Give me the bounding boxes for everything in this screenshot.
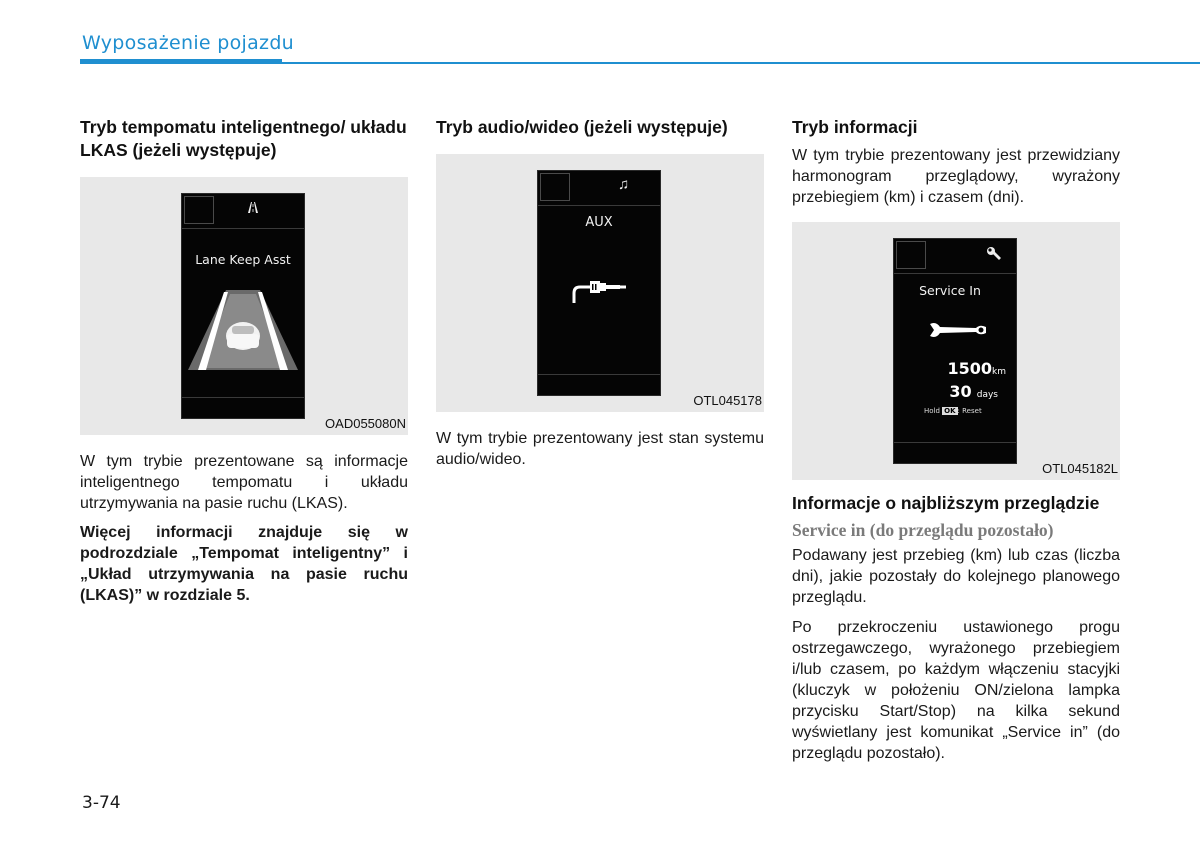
- days-unit: days: [976, 390, 998, 400]
- lkas-heading: Tryb tempomatu inteligentnego/ układu LKAS (jeżeli występuje): [80, 117, 407, 160]
- figure-code: OTL045178: [693, 393, 762, 408]
- audio-heading: Tryb audio/wideo (jeżeli występuje): [436, 117, 728, 137]
- screen-mode-box: [540, 173, 570, 201]
- figure-code: OAD055080N: [325, 416, 406, 431]
- audio-figure: [436, 154, 764, 412]
- next-service-heading: Informacje o najbliższym przeglądzie: [792, 493, 1100, 513]
- header-rule-accent: [80, 59, 282, 64]
- aux-label: AUX: [585, 215, 613, 230]
- service-wrench-icon: [928, 321, 988, 339]
- service-in-subheading: Service in (do przeglądu pozostało): [792, 520, 1054, 540]
- column-audio: [436, 116, 764, 470]
- screen-topbar: [538, 171, 660, 206]
- music-note-icon: ♫: [618, 176, 630, 193]
- ok-badge: OK: [944, 407, 956, 415]
- screen-bottom-bar: [538, 374, 660, 375]
- info-paragraph: W tym trybie prezentowany jest przewidziany harmonogram przeglądowy, wyrażony przebiegiem (km) i czasem (dni).: [792, 147, 1120, 206]
- lane-keep-label: Lane Keep Asst: [195, 252, 291, 267]
- header-rule: [282, 62, 1200, 64]
- column-lkas: [80, 116, 408, 606]
- service-paragraph-2: Po przekroczeniu ustawionego progu ostrzegawczego, wyrażonego przebiegiem i/lub czasem, po każdym włączeniu stacyjki (kluczyk w położeniu ON/zielona lampka przycisku Start/Stop) na kilka sekund wyświetlany jest komunikat „Service in” (do przeglądu pozostało).: [792, 619, 1120, 762]
- lane-car-illustration: [188, 290, 298, 370]
- days-value: 30: [949, 382, 972, 401]
- service-screen: [893, 238, 1017, 464]
- audio-paragraph: W tym trybie prezentowany jest stan systemu audio/wideo.: [436, 430, 764, 468]
- screen-mode-box: [184, 196, 214, 224]
- info-heading: Tryb informacji: [792, 117, 918, 137]
- screen-topbar: [894, 239, 1016, 274]
- service-figure: [792, 222, 1120, 480]
- screen-topbar: [182, 194, 304, 229]
- wrench-icon: [986, 246, 1002, 264]
- lkas-screen: [181, 193, 305, 419]
- reset-text: : Reset: [957, 407, 982, 415]
- column-info: [792, 116, 1120, 764]
- lkas-paragraph: W tym trybie prezentowane są informacje inteligentnego tempomatu i układu utrzymywania na pasie ruchu (LKAS).: [80, 453, 408, 512]
- screen-bottom-bar: [182, 397, 304, 398]
- service-in-label: Service In: [919, 283, 981, 298]
- road-lane-icon: [244, 200, 262, 218]
- km-value: 1500: [947, 359, 993, 378]
- lkas-figure: [80, 177, 408, 435]
- aux-cable-icon: [570, 275, 634, 305]
- km-readout: [894, 359, 1006, 378]
- section-title: Wyposażenie pojazdu: [82, 32, 295, 54]
- page-number: 3-74: [82, 793, 121, 813]
- lkas-reference-paragraph: Więcej informacji znajduje się w podrozdziale „Tempomat inteligentny” i „Układ utrzymywania na pasie ruchu (LKAS)” w rozdziale 5.: [80, 524, 408, 604]
- hold-text: Hold: [924, 407, 940, 415]
- audio-screen: [537, 170, 661, 396]
- screen-mode-box: [896, 241, 926, 269]
- hold-reset-hint: [924, 407, 982, 415]
- days-readout: [894, 382, 998, 401]
- km-unit: km: [992, 367, 1006, 377]
- screen-bottom-bar: [894, 442, 1016, 443]
- service-paragraph-1: Podawany jest przebieg (km) lub czas (liczba dni), jakie pozostały do kolejnego planowego przeglądu.: [792, 547, 1120, 606]
- figure-code: OTL045182L: [1042, 461, 1118, 476]
